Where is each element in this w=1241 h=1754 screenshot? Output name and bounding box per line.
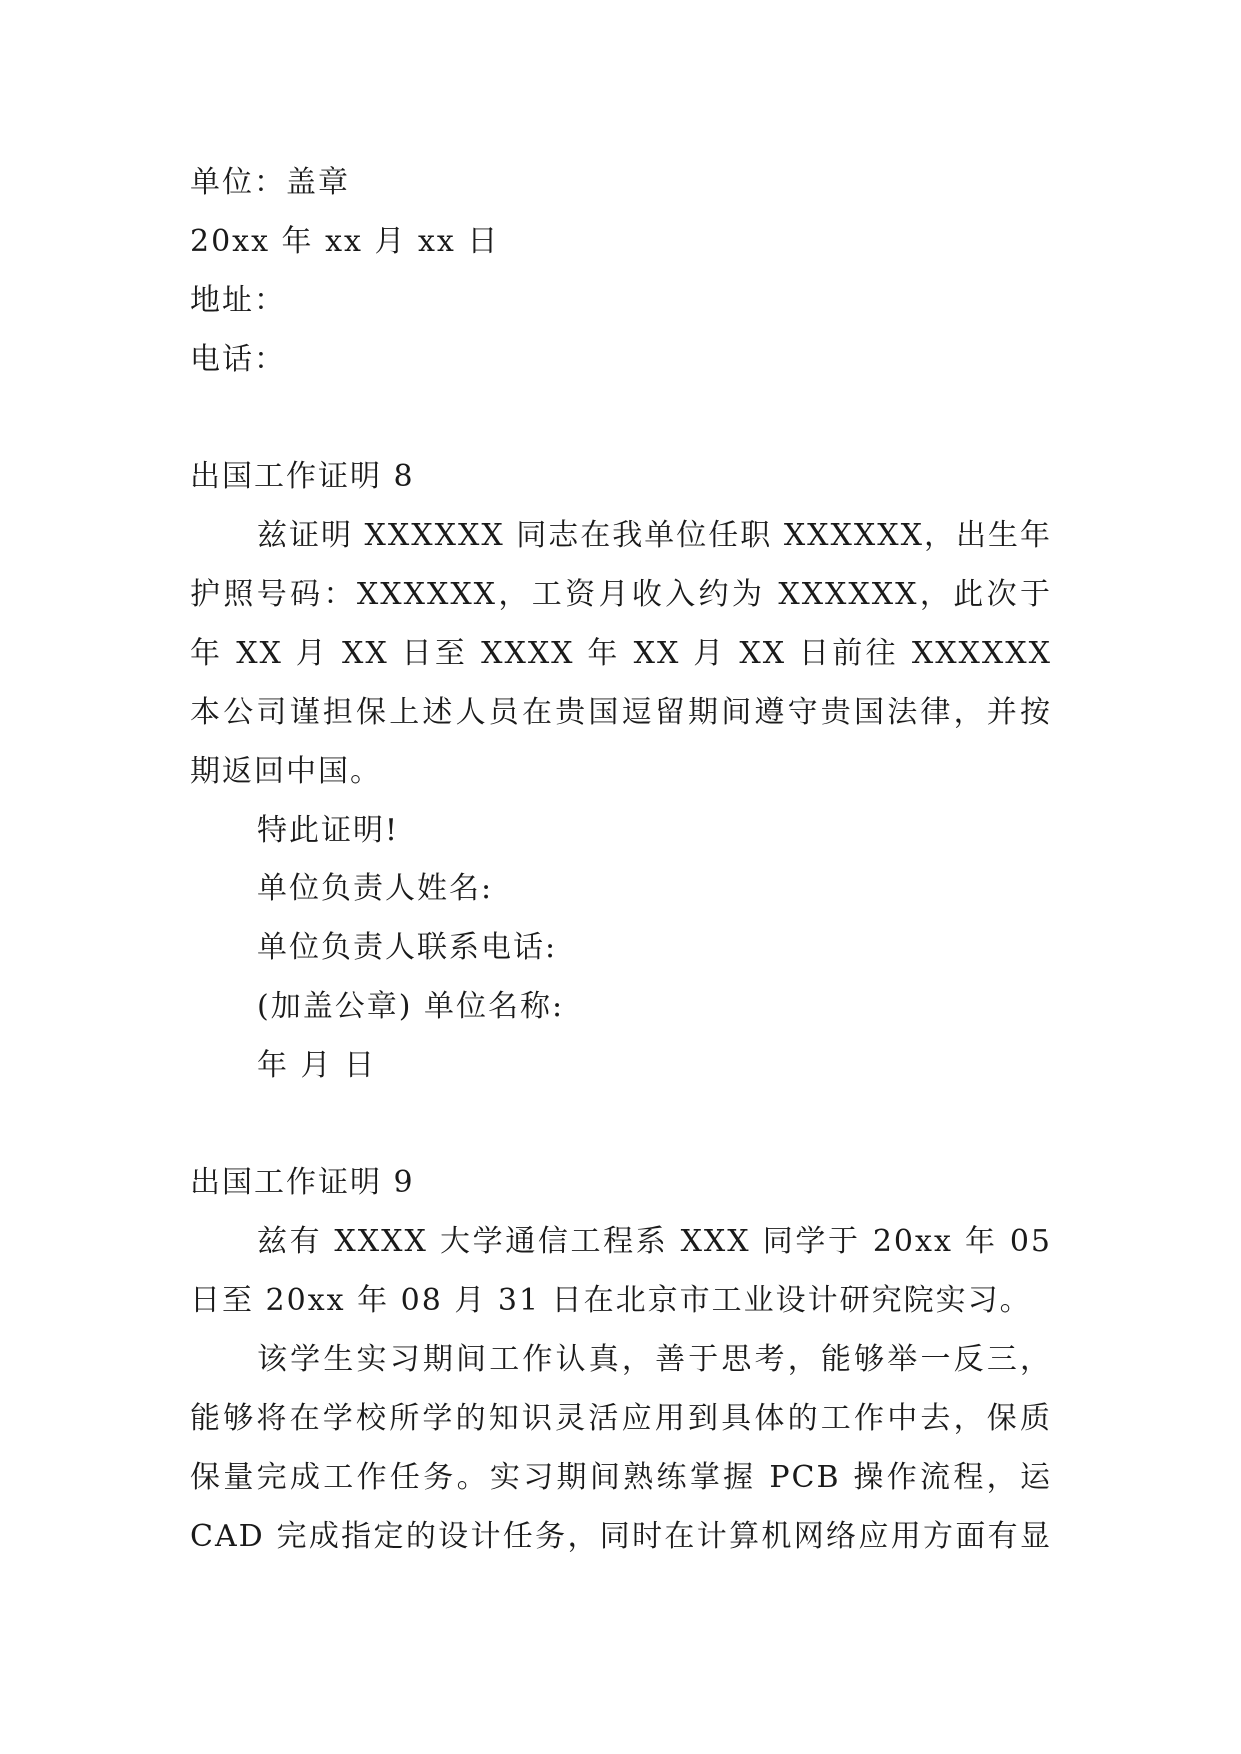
section-8-para-line: 兹证明 XXXXXX 同志在我单位任职 XXXXXX，出生年: [257, 518, 1052, 553]
section-9-para1-line: 日至 20xx 年 08 月 31 日在北京市工业设计研究院实习。: [190, 1283, 1032, 1318]
closing-text: 特此证明!: [257, 813, 400, 848]
unit-seal-line: 单位：盖章: [190, 165, 350, 200]
section-9-para2-line: CAD 完成指定的设计任务，同时在计算机网络应用方面有显: [190, 1519, 1052, 1554]
date-line: 20xx 年 xx 月 xx 日: [190, 224, 500, 259]
address-line: 地址：: [190, 283, 286, 318]
seal-unit-name-field: (加盖公章) 单位名称:: [257, 989, 565, 1024]
section-9-para1-line: 兹有 XXXX 大学通信工程系 XXX 同学于 20xx 年 05: [257, 1224, 1052, 1259]
leader-phone-field: 单位负责人联系电话:: [257, 930, 558, 965]
section-9-para2-line: 该学生实习期间工作认真，善于思考，能够举一反三，: [257, 1342, 1052, 1377]
section-8-para-line: 年 XX 月 XX 日至 XXXX 年 XX 月 XX 日前往 XXXXXX: [190, 636, 1052, 671]
section-8-para-line: 期返回中国。: [190, 754, 382, 789]
phone-line: 电话：: [190, 342, 286, 377]
section-8-para-line: 本公司谨担保上述人员在贵国逗留期间遵守贵国法律，并按: [190, 695, 1052, 730]
leader-name-field: 单位负责人姓名:: [257, 871, 494, 906]
section-8-title: 出国工作证明 8: [190, 459, 415, 494]
section-9-para2-line: 保量完成工作任务。实习期间熟练掌握 PCB 操作流程，运: [190, 1460, 1052, 1495]
section-9-title: 出国工作证明 9: [190, 1165, 415, 1200]
date-blank-line: 年 月 日: [257, 1048, 377, 1083]
section-9-para2-line: 能够将在学校所学的知识灵活应用到具体的工作中去，保质: [190, 1401, 1052, 1436]
section-8-para-line: 护照号码：XXXXXX，工资月收入约为 XXXXXX，此次于: [190, 577, 1052, 612]
